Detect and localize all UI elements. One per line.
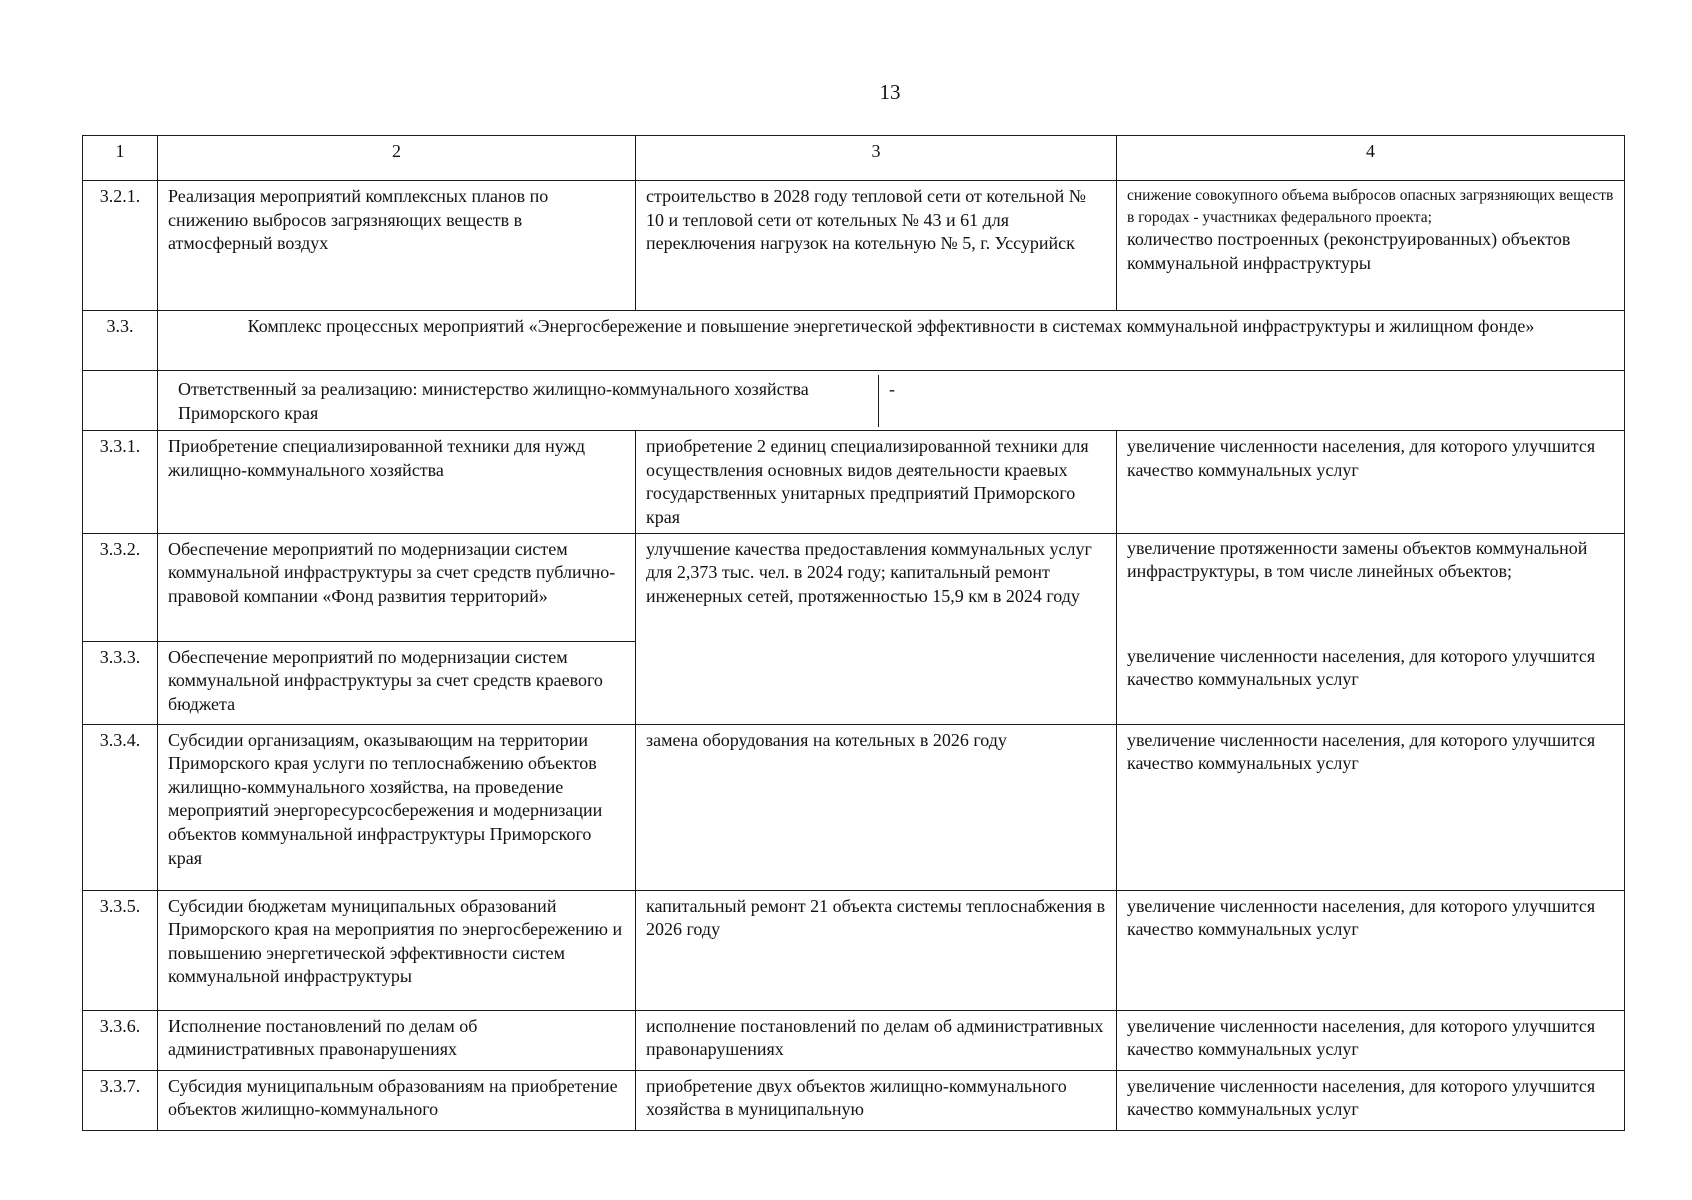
measure-name: Реализация мероприятий комплексных планов по снижению выбросов загрязняющих веществ в атмосферный воздух bbox=[158, 181, 636, 311]
row-number: 3.3.4. bbox=[83, 724, 158, 890]
header-col-3: 3 bbox=[636, 136, 1117, 181]
measure-indicator: увеличение численности населения, для которого улучшится качество коммунальных услуг bbox=[1117, 1010, 1625, 1070]
measure-indicator: увеличение численности населения, для которого улучшится качество коммунальных услуг bbox=[1117, 1070, 1625, 1130]
section-title: Комплекс процессных мероприятий «Энергосбережение и повышение энергетической эффективности в системах коммунальной инфраструктуры и жилищном фонде» bbox=[158, 311, 1625, 371]
measure-name: Субсидии организациям, оказывающим на территории Приморского края услуги по теплоснабжению объектов жилищно-коммунального хозяйства, на проведение мероприятий энергоресурсосбережения и модернизации объектов коммунальной инфраструктуры Приморского края bbox=[158, 724, 636, 890]
row-number: 3.3.2. bbox=[83, 533, 158, 641]
table-row bbox=[83, 431, 1625, 533]
measures-table bbox=[82, 135, 1625, 1131]
measure-name: Субсидия муниципальным образованиям на приобретение объектов жилищно-коммунального bbox=[158, 1070, 636, 1130]
header-col-4: 4 bbox=[1117, 136, 1625, 181]
section-number: 3.3. bbox=[83, 311, 158, 371]
measure-result: строительство в 2028 году тепловой сети от котельной № 10 и тепловой сети от котельных № 43 и 61 для переключения нагрузок на котельную № 5, г. Уссурийск bbox=[636, 181, 1117, 311]
header-row bbox=[83, 136, 1625, 181]
table-row bbox=[83, 1010, 1625, 1070]
measure-name: Приобретение специализированной техники для нужд жилищно-коммунального хозяйства bbox=[158, 431, 636, 533]
row-number: 3.2.1. bbox=[83, 181, 158, 311]
measure-name: Обеспечение мероприятий по модернизации систем коммунальной инфраструктуры за счет средств краевого бюджета bbox=[158, 641, 636, 724]
measure-name: Субсидии бюджетам муниципальных образований Приморского края на мероприятия по энергосбережению и повышению энергетической эффективности систем коммунальной инфраструктуры bbox=[158, 890, 636, 1010]
measure-indicator: увеличение численности населения, для которого улучшится качество коммунальных услуг bbox=[1117, 431, 1625, 533]
table-row bbox=[83, 533, 1625, 641]
measure-indicator bbox=[1117, 181, 1625, 311]
measure-name: Исполнение постановлений по делам об административных правонарушениях bbox=[158, 1010, 636, 1070]
responsible-row bbox=[83, 371, 1625, 431]
row-number: 3.3.6. bbox=[83, 1010, 158, 1070]
measure-result: приобретение двух объектов жилищно-коммунального хозяйства в муниципальную bbox=[636, 1070, 1117, 1130]
measure-result: улучшение качества предоставления коммунальных услуг для 2,373 тыс. чел. в 2024 году; капитальный ремонт инженерных сетей, протяженностью 15,9 км в 2024 году bbox=[636, 533, 1117, 724]
table-row bbox=[83, 724, 1625, 890]
page-number: 13 bbox=[879, 80, 901, 104]
responsible-extra: - bbox=[889, 379, 895, 399]
measure-indicator bbox=[1117, 533, 1625, 724]
indicator-small: снижение совокупного объема выбросов опасных загрязняющих веществ в городах - участниках федерального проекта; bbox=[1127, 187, 1614, 226]
measure-result: капитальный ремонт 21 объекта системы теплоснабжения в 2026 году bbox=[636, 890, 1117, 1010]
header-col-2: 2 bbox=[158, 136, 636, 181]
measure-name: Обеспечение мероприятий по модернизации систем коммунальной инфраструктуры за счет средств публично-правовой компании «Фонд развития территорий» bbox=[158, 533, 636, 641]
row-number: 3.3.1. bbox=[83, 431, 158, 533]
table-row bbox=[83, 181, 1625, 311]
table-row bbox=[83, 890, 1625, 1010]
indicator-main: количество построенных (реконструированных) объектов коммунальной инфраструктуры bbox=[1127, 229, 1571, 273]
row-number: 3.3.3. bbox=[83, 641, 158, 724]
row-number: 3.3.7. bbox=[83, 1070, 158, 1130]
row-number: 3.3.5. bbox=[83, 890, 158, 1010]
responsible-empty bbox=[83, 371, 158, 431]
header-col-1: 1 bbox=[83, 136, 158, 181]
measure-indicator: увеличение численности населения, для которого улучшится качество коммунальных услуг bbox=[1117, 724, 1625, 890]
measure-indicator: увеличение численности населения, для которого улучшится качество коммунальных услуг bbox=[1117, 890, 1625, 1010]
measure-result: замена оборудования на котельных в 2026 году bbox=[636, 724, 1117, 890]
table-row bbox=[83, 1070, 1625, 1130]
indicator-second: увеличение численности населения, для которого улучшится качество коммунальных услуг bbox=[1127, 645, 1596, 690]
responsible-cell bbox=[158, 371, 1625, 431]
responsible-text: Ответственный за реализацию: министерство жилищно-коммунального хозяйства Приморского края bbox=[168, 375, 879, 427]
section-row bbox=[83, 311, 1625, 371]
measure-result: приобретение 2 единиц специализированной техники для осуществления основных видов деятельности краевых государственных унитарных предприятий Приморского края bbox=[636, 431, 1117, 533]
indicator-first: увеличение протяженности замены объектов коммунальной инфраструктуры, в том числе линейных объектов; bbox=[1127, 537, 1588, 582]
measure-result: исполнение постановлений по делам об административных правонарушениях bbox=[636, 1010, 1117, 1070]
